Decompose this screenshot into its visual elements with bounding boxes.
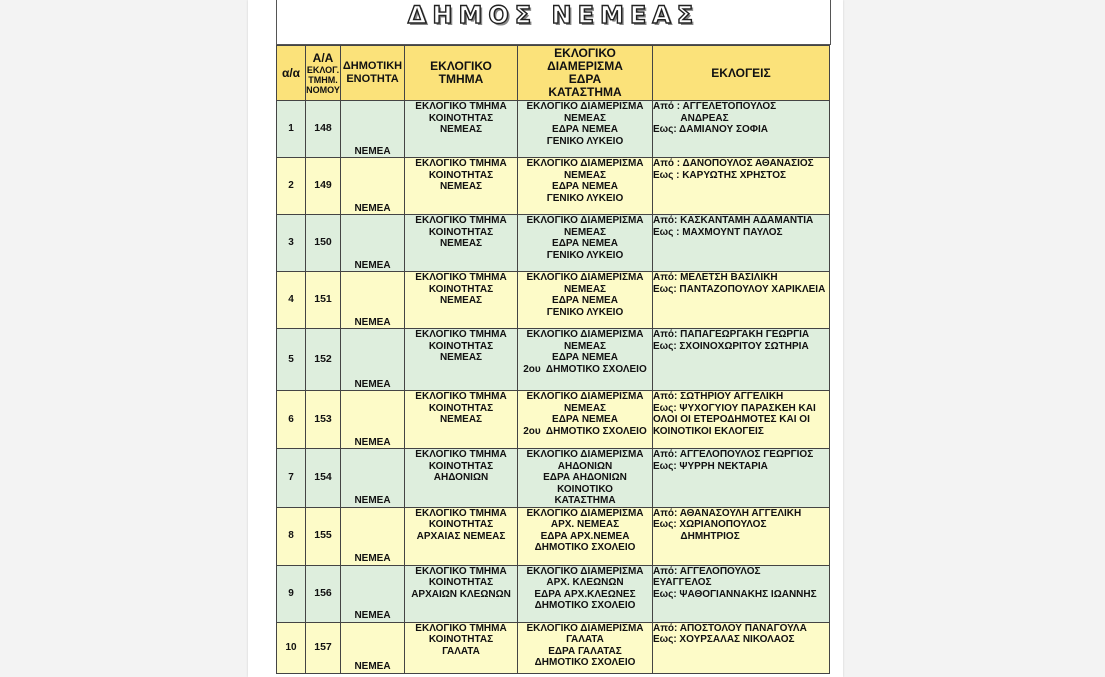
cell-voters-range: Από: ΜΕΛΕΤΣΗ ΒΑΣΙΛΙΚΗ Εως: ΠΑΝΤΑΖΟΠΟΥΛΟΥ ΧΑΡΙΚΛΕΙΑ (653, 272, 830, 329)
cell-section-number: 149 (306, 158, 341, 215)
table-header-row (277, 46, 830, 101)
cell-electoral-district: ΕΚΛΟΓΙΚΟ ΔΙΑΜΕΡΙΣΜΑ ΑΡΧ. ΝΕΜΕΑΣ ΕΔΡΑ ΑΡΧ.ΝΕΜΕΑ ΔΗΜΟΤΙΚΟ ΣΧΟΛΕΙΟ (518, 507, 653, 565)
cell-section-number: 151 (306, 272, 341, 329)
cell-electoral-section: ΕΚΛΟΓΙΚΟ ΤΜΗΜΑ ΚΟΙΝΟΤΗΤΑΣ ΑΡΧΑΙΑΣ ΝΕΜΕΑΣ (405, 507, 518, 565)
polling-table (276, 45, 830, 674)
table-row (277, 391, 830, 449)
cell-electoral-section: ΕΚΛΟΓΙΚΟ ΤΜΗΜΑ ΚΟΙΝΟΤΗΤΑΣ ΝΕΜΕΑΣ (405, 272, 518, 329)
cell-aa: 3 (277, 215, 306, 272)
header-voters: ΕΚΛΟΓΕΙΣ (653, 46, 830, 101)
cell-electoral-district: ΕΚΛΟΓΙΚΟ ΔΙΑΜΕΡΙΣΜΑ ΝΕΜΕΑΣ ΕΔΡΑ ΝΕΜΕΑ ΓΕΝΙΚΟ ΛΥΚΕΙΟ (518, 158, 653, 215)
cell-voters-range: Από: ΑΓΓΕΛΟΠΟΥΛΟΣ ΕΥΑΓΓΕΛΟΣ Εως: ΨΑΘΟΓΙΑΝΝΑΚΗΣ ΙΩΑΝΝΗΣ (653, 565, 830, 622)
cell-municipal-unit: ΝΕΜΕΑ (341, 391, 405, 449)
cell-electoral-district: ΕΚΛΟΓΙΚΟ ΔΙΑΜΕΡΙΣΜΑ ΝΕΜΕΑΣ ΕΔΡΑ ΝΕΜΕΑ ΓΕΝΙΚΟ ΛΥΚΕΙΟ (518, 272, 653, 329)
table-row (277, 158, 830, 215)
header-aa-nomou: Α/Α ΕΚΛΟΓ. ΤΜΗΜ. ΝΟΜΟΥ (306, 46, 341, 101)
cell-aa: 2 (277, 158, 306, 215)
cell-electoral-section: ΕΚΛΟΓΙΚΟ ΤΜΗΜΑ ΚΟΙΝΟΤΗΤΑΣ ΝΕΜΕΑΣ (405, 329, 518, 391)
cell-voters-range: Από: ΚΑΣΚΑΝΤΑΜΗ ΑΔΑΜΑΝΤΙΑ Εως : ΜΑΧΜΟΥΝΤ ΠΑΥΛΟΣ (653, 215, 830, 272)
header-section: ΕΚΛΟΓΙΚΟ ΤΜΗΜΑ (405, 46, 518, 101)
cell-section-number: 153 (306, 391, 341, 449)
cell-municipal-unit: ΝΕΜΕΑ (341, 449, 405, 508)
cell-electoral-district: ΕΚΛΟΓΙΚΟ ΔΙΑΜΕΡΙΣΜΑ ΑΡΧ. ΚΛΕΩΝΩΝ ΕΔΡΑ ΑΡΧ.ΚΛΕΩΝΕΣ ΔΗΜΟΤΙΚΟ ΣΧΟΛΕΙΟ (518, 565, 653, 622)
cell-voters-range: Από: ΠΑΠΑΓΕΩΡΓΑΚΗ ΓΕΩΡΓΙΑ Εως: ΣΧΟΙΝΟΧΩΡΙΤΟΥ ΣΩΤΗΡΙΑ (653, 329, 830, 391)
cell-municipal-unit: ΝΕΜΕΑ (341, 272, 405, 329)
cell-electoral-section: ΕΚΛΟΓΙΚΟ ΤΜΗΜΑ ΚΟΙΝΟΤΗΤΑΣ ΝΕΜΕΑΣ (405, 101, 518, 158)
cell-municipal-unit: ΝΕΜΕΑ (341, 622, 405, 673)
header-unit: ΔΗΜΟΤΙΚΗ ΕΝΟΤΗΤΑ (341, 46, 405, 101)
header-aa: α/α (277, 46, 306, 101)
cell-voters-range: Από: ΑΓΓΕΛΟΠΟΥΛΟΣ ΓΕΩΡΓΙΟΣ Εως: ΨΥΡΡΗ ΝΕΚΤΑΡΙΑ (653, 449, 830, 508)
cell-voters-range: Από: ΑΘΑΝΑΣΟΥΛΗ ΑΓΓΕΛΙΚΗ Εως: ΧΩΡΙΑΝΟΠΟΥΛΟΣ ΔΗΜΗΤΡΙΟΣ (653, 507, 830, 565)
cell-section-number: 150 (306, 215, 341, 272)
title-banner (276, 0, 831, 45)
cell-aa: 10 (277, 622, 306, 673)
page-title: ΔΗΜΟΣ ΝΕΜΕΑΣ (407, 1, 700, 29)
cell-section-number: 157 (306, 622, 341, 673)
cell-aa: 4 (277, 272, 306, 329)
table-row (277, 565, 830, 622)
cell-section-number: 148 (306, 101, 341, 158)
cell-voters-range: Από : ΔΑΝΟΠΟΥΛΟΣ ΑΘΑΝΑΣΙΟΣ Εως : ΚΑΡΥΩΤΗΣ ΧΡΗΣΤΟΣ (653, 158, 830, 215)
cell-section-number: 155 (306, 507, 341, 565)
cell-voters-range: Από: ΣΩΤΗΡΙΟΥ ΑΓΓΕΛΙΚΗ Εως: ΨΥΧΟΓΥΙΟΥ ΠΑΡΑΣΚΕΗ ΚΑΙ ΟΛΟΙ ΟΙ ΕΤΕΡΟΔΗΜΟΤΕΣ ΚΑΙ ΟΙ ΚΟΙΝΟΤΙΚΟΙ ΕΚΛΟΓΕΙΣ (653, 391, 830, 449)
cell-section-number: 152 (306, 329, 341, 391)
cell-aa: 6 (277, 391, 306, 449)
cell-electoral-section: ΕΚΛΟΓΙΚΟ ΤΜΗΜΑ ΚΟΙΝΟΤΗΤΑΣ ΓΑΛΑΤΑ (405, 622, 518, 673)
cell-electoral-section: ΕΚΛΟΓΙΚΟ ΤΜΗΜΑ ΚΟΙΝΟΤΗΤΑΣ ΝΕΜΕΑΣ (405, 391, 518, 449)
cell-aa: 7 (277, 449, 306, 508)
cell-section-number: 154 (306, 449, 341, 508)
cell-electoral-section: ΕΚΛΟΓΙΚΟ ΤΜΗΜΑ ΚΟΙΝΟΤΗΤΑΣ ΑΡΧΑΙΩΝ ΚΛΕΩΝΩΝ (405, 565, 518, 622)
cell-municipal-unit: ΝΕΜΕΑ (341, 565, 405, 622)
cell-electoral-district: ΕΚΛΟΓΙΚΟ ΔΙΑΜΕΡΙΣΜΑ ΝΕΜΕΑΣ ΕΔΡΑ ΝΕΜΕΑ ΓΕΝΙΚΟ ΛΥΚΕΙΟ (518, 101, 653, 158)
cell-aa: 9 (277, 565, 306, 622)
cell-aa: 1 (277, 101, 306, 158)
cell-electoral-district: ΕΚΛΟΓΙΚΟ ΔΙΑΜΕΡΙΣΜΑ ΝΕΜΕΑΣ ΕΔΡΑ ΝΕΜΕΑ 2ου ΔΗΜΟΤΙΚΟ ΣΧΟΛΕΙΟ (518, 329, 653, 391)
table-row (277, 449, 830, 508)
header-district: ΕΚΛΟΓΙΚΟ ΔΙΑΜΕΡΙΣΜΑ ΕΔΡΑ ΚΑΤΑΣΤΗΜΑ (518, 46, 653, 101)
cell-electoral-district: ΕΚΛΟΓΙΚΟ ΔΙΑΜΕΡΙΣΜΑ ΓΑΛΑΤΑ ΕΔΡΑ ΓΑΛΑΤΑΣ ΔΗΜΟΤΙΚΟ ΣΧΟΛΕΙΟ (518, 622, 653, 673)
cell-voters-range: Από: ΑΠΟΣΤΟΛΟΥ ΠΑΝΑΓΟΥΛΑ Εως: ΧΟΥΡΣΑΛΑΣ ΝΙΚΟΛΑΟΣ (653, 622, 830, 673)
table-row (277, 215, 830, 272)
cell-municipal-unit: ΝΕΜΕΑ (341, 101, 405, 158)
table-row (277, 329, 830, 391)
cell-municipal-unit: ΝΕΜΕΑ (341, 158, 405, 215)
table-row (277, 272, 830, 329)
cell-electoral-district: ΕΚΛΟΓΙΚΟ ΔΙΑΜΕΡΙΣΜΑ ΝΕΜΕΑΣ ΕΔΡΑ ΝΕΜΕΑ 2ου ΔΗΜΟΤΙΚΟ ΣΧΟΛΕΙΟ (518, 391, 653, 449)
cell-aa: 5 (277, 329, 306, 391)
cell-municipal-unit: ΝΕΜΕΑ (341, 507, 405, 565)
cell-section-number: 156 (306, 565, 341, 622)
cell-electoral-section: ΕΚΛΟΓΙΚΟ ΤΜΗΜΑ ΚΟΙΝΟΤΗΤΑΣ ΑΗΔΟΝΙΩΝ (405, 449, 518, 508)
cell-voters-range: Από : ΑΓΓΕΛΕΤΟΠΟΥΛΟΣ ΑΝΔΡΕΑΣ Εως: ΔΑΜΙΑΝΟΥ ΣΟΦΙΑ (653, 101, 830, 158)
table-row (277, 622, 830, 673)
cell-electoral-section: ΕΚΛΟΓΙΚΟ ΤΜΗΜΑ ΚΟΙΝΟΤΗΤΑΣ ΝΕΜΕΑΣ (405, 158, 518, 215)
cell-municipal-unit: ΝΕΜΕΑ (341, 215, 405, 272)
cell-aa: 8 (277, 507, 306, 565)
cell-electoral-section: ΕΚΛΟΓΙΚΟ ΤΜΗΜΑ ΚΟΙΝΟΤΗΤΑΣ ΝΕΜΕΑΣ (405, 215, 518, 272)
table-row (277, 101, 830, 158)
cell-municipal-unit: ΝΕΜΕΑ (341, 329, 405, 391)
cell-electoral-district: ΕΚΛΟΓΙΚΟ ΔΙΑΜΕΡΙΣΜΑ ΑΗΔΟΝΙΩΝ ΕΔΡΑ ΑΗΔΟΝΙΩΝ ΚΟΙΝΟΤΙΚΟ ΚΑΤΑΣΤΗΜΑ (518, 449, 653, 508)
table-row (277, 507, 830, 565)
cell-electoral-district: ΕΚΛΟΓΙΚΟ ΔΙΑΜΕΡΙΣΜΑ ΝΕΜΕΑΣ ΕΔΡΑ ΝΕΜΕΑ ΓΕΝΙΚΟ ΛΥΚΕΙΟ (518, 215, 653, 272)
